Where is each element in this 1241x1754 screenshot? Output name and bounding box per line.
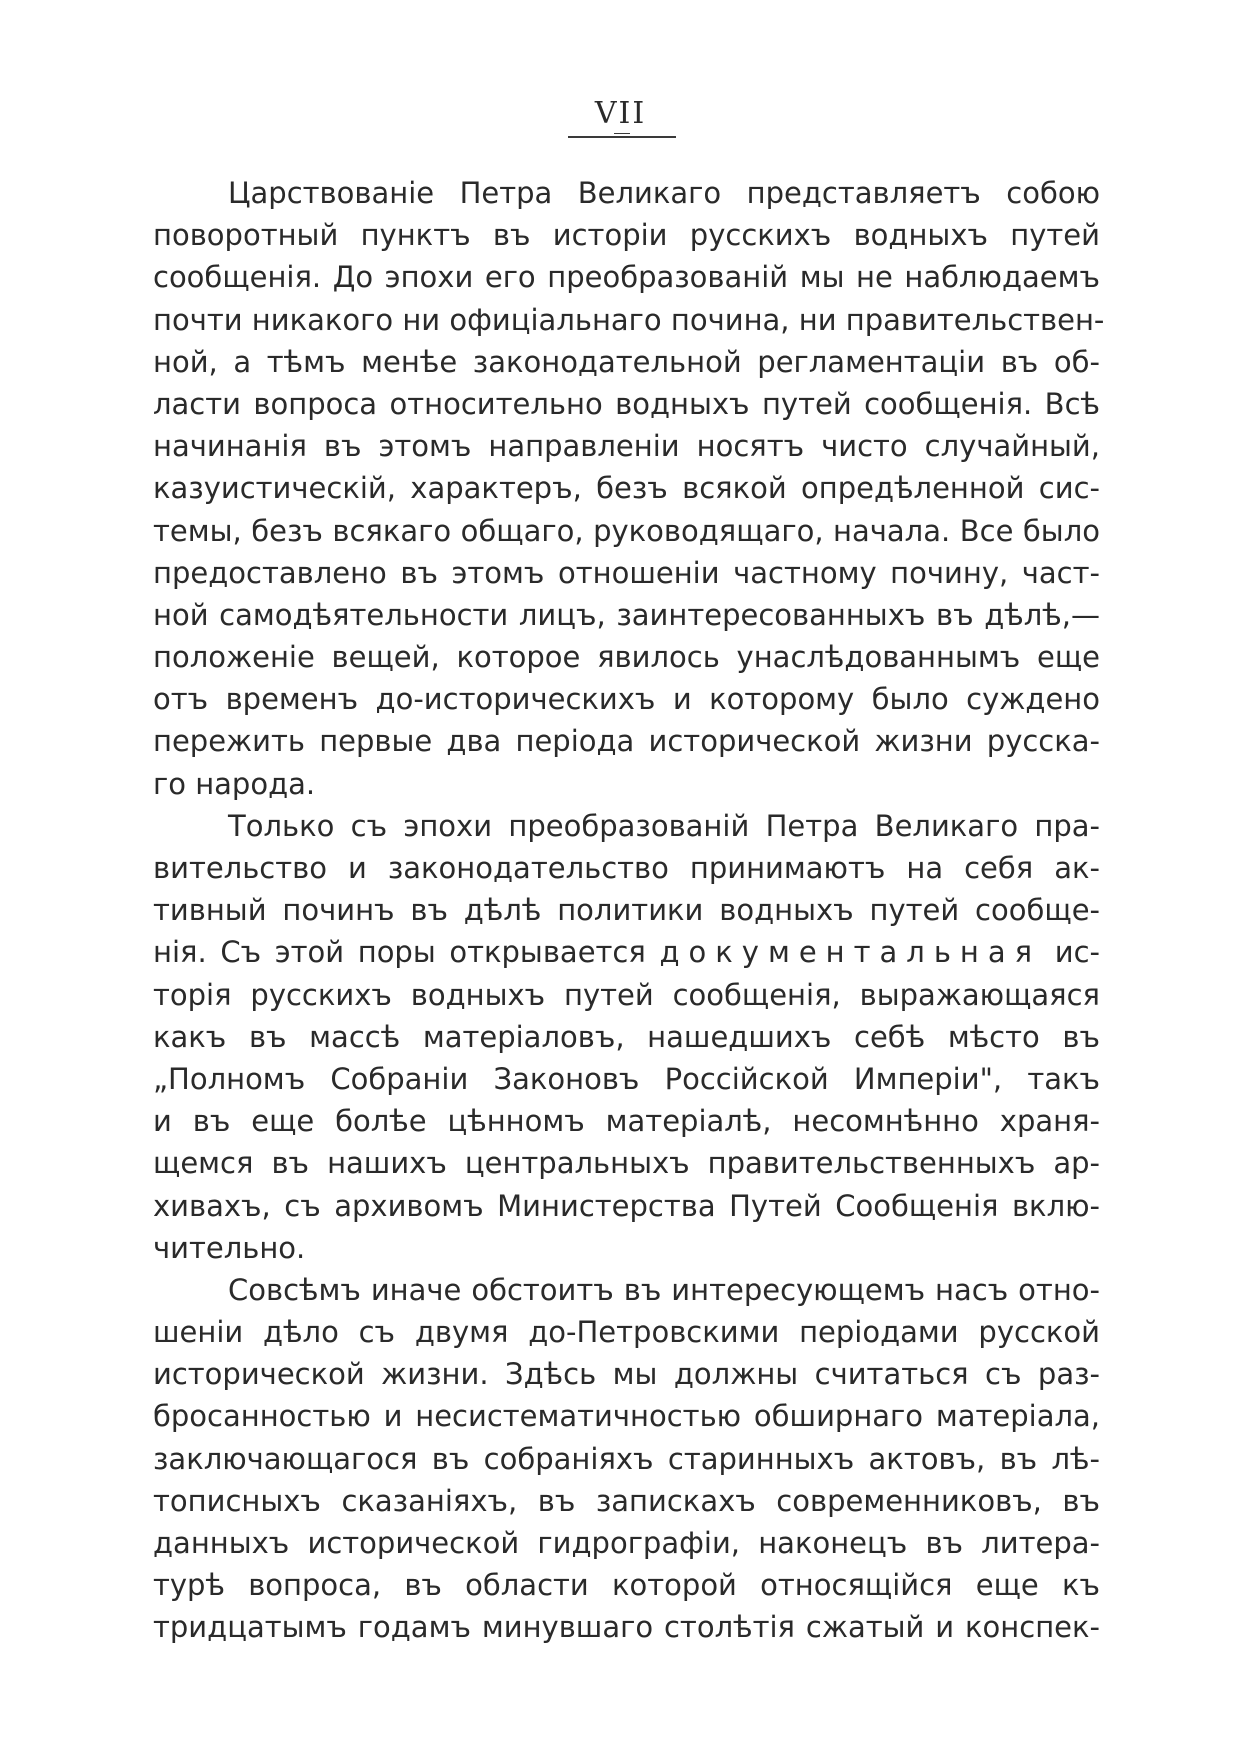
text-line: тридцатымъ годамъ минувшаго столѣтія сжатый и конспек- bbox=[153, 1610, 1100, 1645]
text-line: сообщенія. До эпохи его преобразованій мы не наблюдаемъ bbox=[153, 260, 1100, 295]
text-segment: нія. Съ этой поры открывается bbox=[153, 935, 646, 970]
text-line: го народа. bbox=[153, 766, 316, 801]
text-segment: ис- bbox=[1054, 935, 1100, 970]
paragraph-3 bbox=[153, 1269, 1100, 1649]
text-line: исторической жизни. Здѣсь мы должны считаться съ раз- bbox=[153, 1357, 1100, 1392]
text-line: данныхъ исторической гидрографіи, наконецъ въ литера- bbox=[153, 1526, 1100, 1560]
text-line-with-spaced-word bbox=[153, 931, 1100, 973]
text-line: Совсѣмъ иначе обстоитъ въ интересующемъ насъ отно- bbox=[228, 1272, 1100, 1307]
text-line: турѣ вопроса, въ области которой относящійся еще къ bbox=[153, 1568, 1100, 1603]
text-line: чительно. bbox=[153, 1230, 306, 1265]
paragraph-1 bbox=[153, 172, 1105, 805]
text-line: положеніе вещей, которое явилось унаслѣдованнымъ еще bbox=[153, 640, 1100, 675]
paragraph-2 bbox=[153, 805, 1100, 1269]
text-line: темы, безъ всякаго общаго, руководящаго, начала. Все было bbox=[153, 513, 1100, 548]
text-line: бросанностью и несистематичностью обширнаго матеріала, bbox=[153, 1399, 1100, 1434]
text-line: отъ временъ до-историческихъ и которому было суждено bbox=[153, 682, 1100, 717]
text-line: щемся въ нашихъ центральныхъ правительственныхъ ар- bbox=[153, 1146, 1100, 1181]
page-number-rule bbox=[568, 136, 676, 138]
text-line: казуистическій, характеръ, безъ всякой опредѣленной сис- bbox=[153, 471, 1100, 506]
body-text bbox=[153, 172, 1105, 1649]
text-line: Царствованіе Петра Великаго представляетъ собою bbox=[228, 176, 1100, 210]
text-line: и въ еще болѣе цѣнномъ матеріалѣ, несомнѣнно храня- bbox=[153, 1104, 1100, 1139]
text-line: начинанія въ этомъ направленіи носятъ чисто случайный, bbox=[153, 429, 1100, 464]
text-line: предоставлено въ этомъ отношеніи частному почину, част- bbox=[153, 555, 1100, 590]
page-number: VII bbox=[594, 96, 647, 131]
text-line: какъ въ массѣ матеріаловъ, нашедшихъ себѣ мѣсто въ bbox=[153, 1019, 1100, 1054]
text-line: пережить первые два періода исторической жизни русска- bbox=[153, 724, 1100, 759]
text-line: заключающагося въ собраніяхъ старинныхъ актовъ, въ лѣ- bbox=[153, 1441, 1100, 1476]
text-line: почти никакого ни офиціальнаго почина, ни правительствен- bbox=[153, 302, 1105, 337]
text-line: Только съ эпохи преобразованій Петра Великаго пра- bbox=[228, 808, 1100, 843]
text-line: тивный починъ въ дѣлѣ политики водныхъ путей сообще- bbox=[153, 893, 1100, 928]
spaced-emphasis-word: документальная bbox=[659, 935, 1042, 970]
text-line: ласти вопроса относительно водныхъ путей сообщенія. Всѣ bbox=[153, 386, 1100, 421]
text-line: торія русскихъ водныхъ путей сообщенія, выражающаяся bbox=[153, 977, 1100, 1012]
text-line: ной самодѣятельности лицъ, заинтересованныхъ въ дѣлѣ,— bbox=[153, 597, 1100, 632]
text-line: тописныхъ сказаніяхъ, въ запискахъ современниковъ, въ bbox=[153, 1483, 1100, 1518]
text-line: поворотный пунктъ въ исторіи русскихъ водныхъ путей bbox=[153, 218, 1100, 253]
text-line: ной, а тѣмъ менѣе законодательной регламентаціи въ об- bbox=[153, 344, 1100, 379]
text-line: хивахъ, съ архивомъ Министерства Путей Сообщенія вклю- bbox=[153, 1188, 1100, 1223]
text-line: шеніи дѣло съ двумя до-Петровскими періодами русской bbox=[153, 1315, 1100, 1350]
text-line: вительство и законодательство принимаютъ на себя ак- bbox=[153, 851, 1100, 885]
text-line: „Полномъ Собраніи Законовъ Россійской Имперіи", такъ bbox=[153, 1061, 1100, 1096]
